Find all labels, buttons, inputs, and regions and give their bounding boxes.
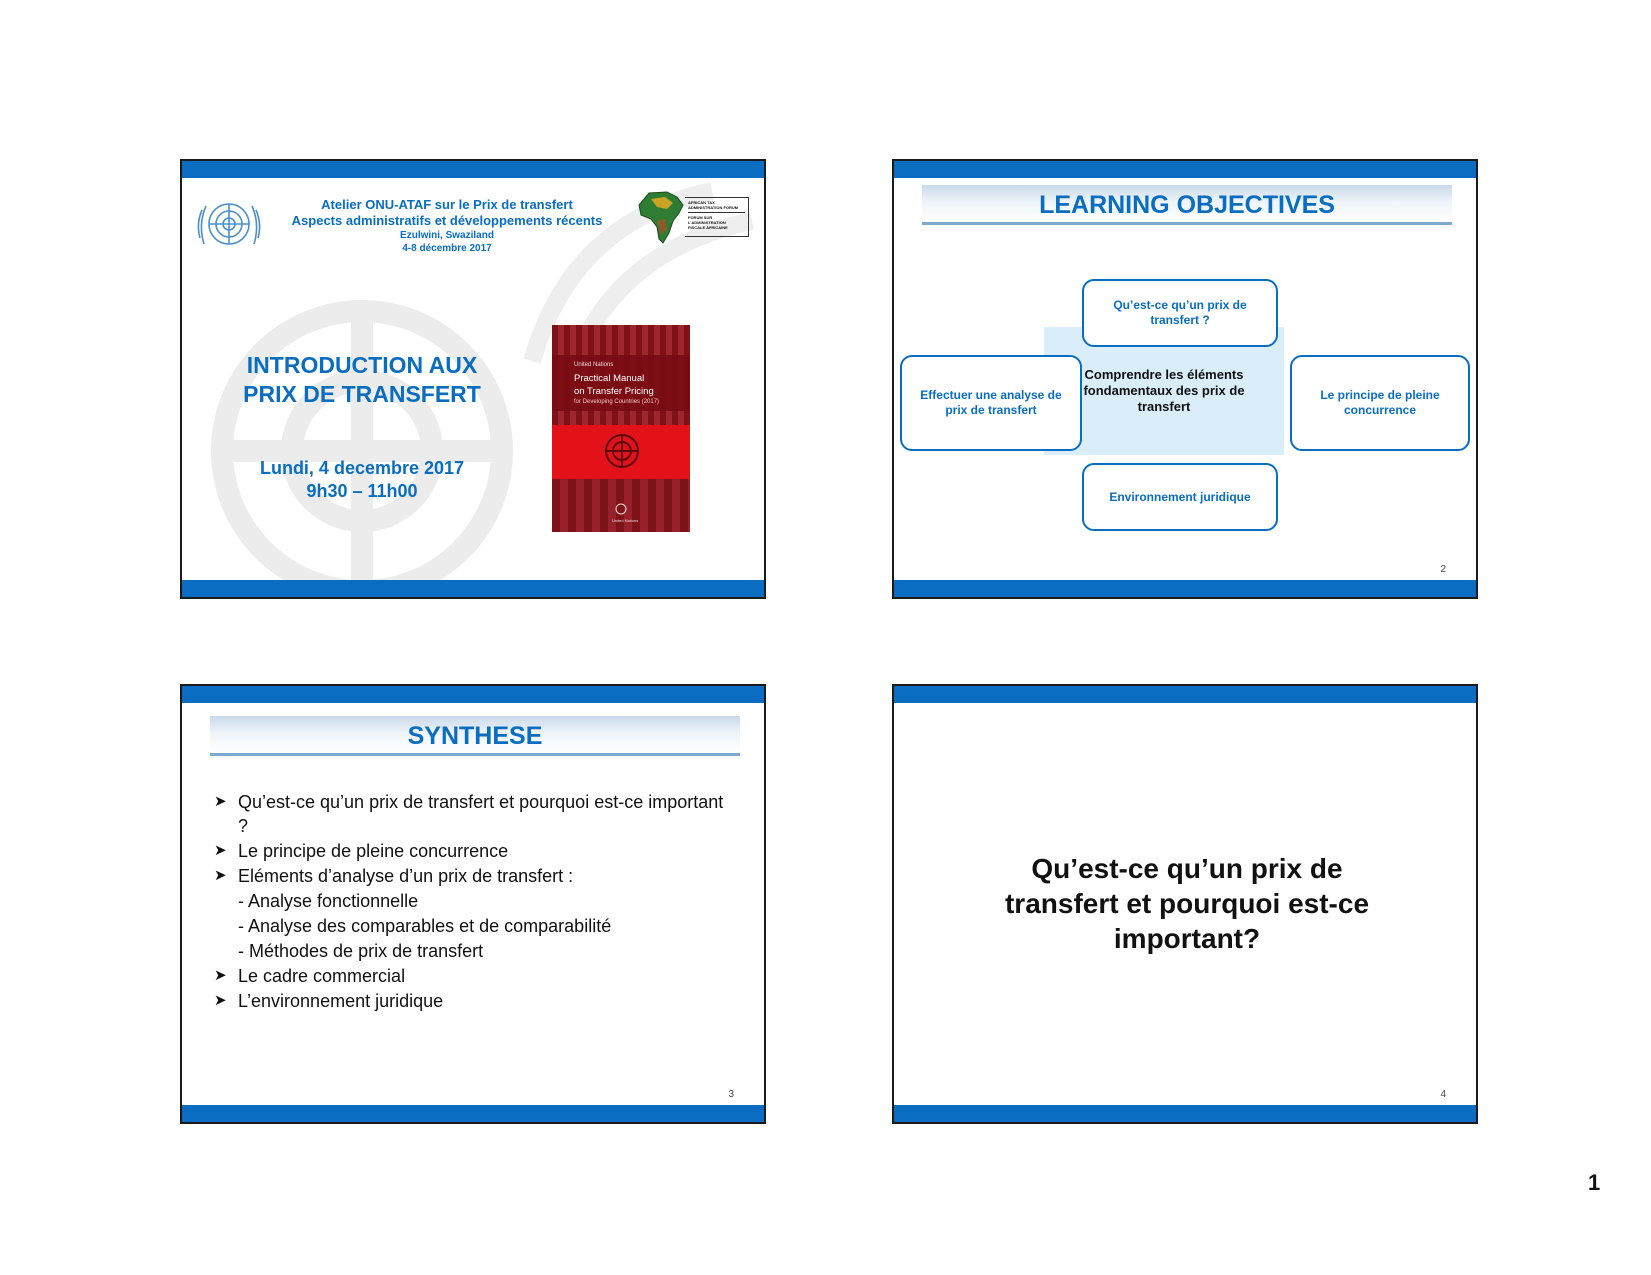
ataf-en-line-1: AFRICAN TAX [688, 200, 715, 205]
objective-top [1082, 279, 1278, 347]
slide-top-bar [894, 686, 1476, 703]
ataf-en-line-2: ADMINISTRATION FORUM [688, 205, 739, 210]
list-item: ➤ Le principe de pleine concurrence [214, 841, 509, 861]
book-publisher-bottom: United Nations [612, 518, 639, 523]
book-title-line-1: Practical Manual [574, 373, 645, 384]
synthese-list [214, 790, 734, 1014]
ataf-logo-text-box [685, 197, 749, 237]
slide-top-bar [182, 161, 764, 178]
arrow-bullet-icon: ➤ [214, 867, 227, 884]
title-line-2: transfert et pourquoi est-ce [1004, 888, 1370, 919]
header-line-1: Atelier ONU-ATAF sur le Prix de transfert [321, 197, 573, 212]
slide-4-title [934, 851, 1440, 956]
session-date [212, 457, 512, 503]
slide-2-banner [922, 185, 1452, 225]
ataf-fr-line-1: FORUM SUR [688, 215, 713, 220]
slide-number: 2 [1440, 564, 1446, 575]
list-subitem: - Méthodes de prix de transfert [238, 941, 484, 961]
arrow-bullet-icon: ➤ [214, 842, 227, 859]
list-item: ➤ Eléments d’analyse d’un prix de transfert : [214, 866, 574, 886]
list-item: ➤ Le cadre commercial [214, 966, 406, 986]
center-objective-text: Comprendre les éléments fondamentaux des prix de transfert [1083, 367, 1245, 414]
slide-1 [180, 159, 766, 599]
header-location: Ezulwini, Swaziland [400, 230, 494, 241]
slide-3-title: SYNTHESE [407, 722, 543, 750]
book-publisher-top: United Nations [574, 362, 614, 368]
africa-map-icon [637, 191, 687, 245]
slide-2 [892, 159, 1478, 599]
header-dates: 4-8 décembre 2017 [402, 243, 492, 254]
slide-number: 3 [728, 1089, 734, 1100]
slide-top-bar [894, 161, 1476, 178]
un-logo-icon [194, 194, 264, 256]
title-line-1: INTRODUCTION AUX [246, 352, 478, 378]
page-number: 1 [1588, 1170, 1601, 1195]
book-subtitle: for Developing Countries (2017) [574, 399, 660, 405]
slide-4 [892, 684, 1478, 1124]
objective-bottom-text: Environnement juridique [1109, 489, 1251, 504]
book-un-emblem-icon [600, 429, 644, 473]
book-title [574, 372, 654, 398]
objective-top-text: Qu’est-ce qu’un prix de transfert ? [1113, 298, 1247, 327]
objective-right-text: Le principe de pleine concurrence [1320, 388, 1440, 417]
slide-bottom-bar [182, 1105, 764, 1122]
slide-1-title [212, 351, 512, 409]
time-line: 9h30 – 11h00 [306, 481, 418, 501]
slide-bottom-bar [182, 580, 764, 597]
arrow-bullet-icon: ➤ [214, 793, 227, 810]
title-line-3: important? [1113, 923, 1261, 954]
objective-left-text: Effectuer une analyse de prix de transfert [920, 388, 1062, 417]
list-subitem: - Analyse fonctionnelle [238, 891, 419, 911]
arrow-bullet-icon: ➤ [214, 967, 227, 984]
book-cover-image [552, 325, 690, 532]
slide-2-title: LEARNING OBJECTIVES [1039, 191, 1335, 219]
slide-number: 4 [1440, 1089, 1446, 1100]
list-subitem: - Analyse des comparables et de comparabilité [238, 916, 612, 936]
slide-top-bar [182, 686, 764, 703]
date-line: Lundi, 4 decembre 2017 [259, 458, 465, 478]
ataf-fr-line-2: L'ADMINISTRATION [688, 220, 726, 225]
objective-bottom [1082, 463, 1278, 531]
ataf-fr-line-3: FISCALE AFRICAINE [688, 225, 728, 230]
list-item: ➤ Qu’est-ce qu’un prix de transfert et pourquoi est-ce important ? [214, 792, 724, 836]
header-line-2: Aspects administratifs et développements récents [291, 213, 603, 228]
slide-3 [180, 684, 766, 1124]
slide-bottom-bar [894, 1105, 1476, 1122]
slide-3-banner [210, 716, 740, 756]
book-title-line-2: on Transfer Pricing [574, 386, 654, 397]
slide-bottom-bar [894, 580, 1476, 597]
workshop-header [267, 197, 627, 255]
title-line-1: Qu’est-ce qu’un prix de [1031, 853, 1343, 884]
book-foot-emblem-icon [615, 503, 627, 515]
arrow-bullet-icon: ➤ [214, 992, 227, 1009]
objective-left [900, 355, 1082, 451]
title-line-2: PRIX DE TRANSFERT [243, 381, 481, 407]
ataf-logo [637, 191, 753, 245]
objective-right [1290, 355, 1470, 451]
list-item: ➤ L’environnement juridique [214, 991, 444, 1011]
